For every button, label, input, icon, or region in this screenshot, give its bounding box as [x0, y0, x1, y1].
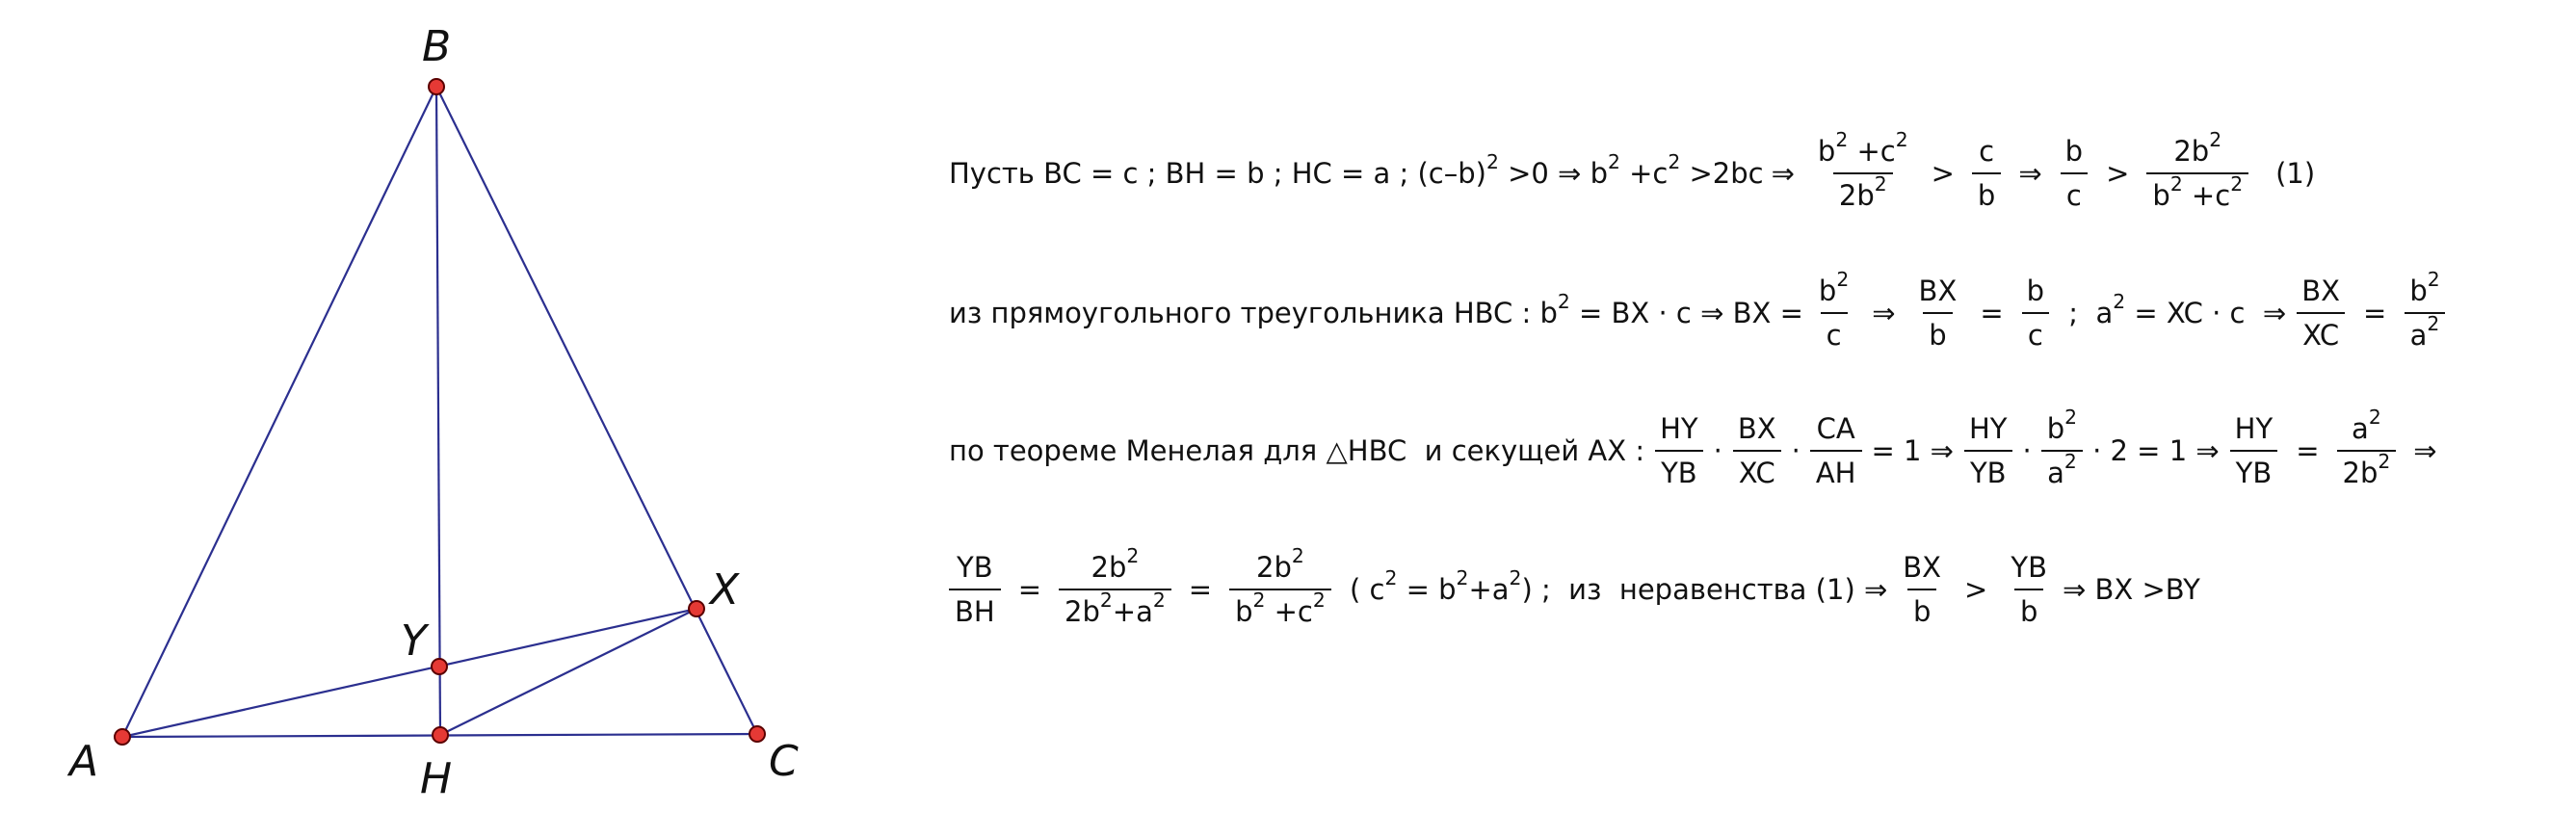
fraction [2404, 267, 2445, 352]
text: b [2152, 179, 2170, 212]
point-x [689, 601, 704, 616]
equals-sign: = [1980, 297, 2004, 329]
fraction [1963, 412, 2013, 489]
geometry-figure [0, 0, 867, 838]
denominator: b [1907, 589, 1936, 628]
exponent: 2 [1509, 565, 1522, 589]
text: >0 ⇒ b [1498, 157, 1608, 190]
fraction [2060, 135, 2089, 212]
segment-ab [122, 87, 436, 737]
fraction [1229, 543, 1331, 628]
fraction [1810, 412, 1862, 489]
text: = XC · c ⇒ [2125, 297, 2287, 329]
text: b [2409, 275, 2428, 307]
exponent: 2 [1557, 289, 1570, 313]
numerator: BX [1903, 551, 1942, 584]
exponent: 2 [1835, 127, 1849, 151]
exponent: 2 [2209, 127, 2222, 151]
text: b [1818, 275, 1837, 307]
point-c [749, 726, 765, 742]
exponent: 2 [2063, 449, 2077, 473]
label-x: X [710, 565, 740, 615]
text: +a [1112, 595, 1153, 628]
denominator: c [1821, 312, 1848, 352]
point-b [429, 79, 444, 94]
equation-line-2 [949, 267, 2456, 352]
exponent: 2 [1895, 127, 1908, 151]
point-y [432, 659, 447, 674]
equation-line-4 [949, 543, 2200, 628]
text: · 2 = 1 ⇒ [2092, 434, 2220, 467]
text: 2b [1838, 179, 1875, 212]
fraction [2146, 127, 2248, 212]
exponent: 2 [2169, 171, 2183, 196]
exponent: 2 [1668, 149, 1681, 173]
fraction [2041, 405, 2083, 489]
text: +c [1619, 157, 1669, 190]
text: +c [1848, 135, 1896, 168]
denominator: c [2061, 172, 2088, 212]
segment-bc [436, 87, 757, 734]
text: +a [1468, 573, 1510, 606]
numerator: CA [1816, 412, 1855, 445]
numerator: HY [1969, 412, 2008, 445]
exponent: 2 [1312, 588, 1326, 612]
segments [122, 87, 757, 737]
implies-symbol: ⇒ [1872, 297, 1896, 329]
solution-text [949, 0, 2567, 838]
text: 2b [2342, 457, 2379, 489]
label-c: C [769, 737, 799, 786]
text: +c [1265, 595, 1313, 628]
fraction [1654, 412, 1704, 489]
text: ; a [2060, 297, 2114, 329]
exponent: 2 [1607, 149, 1620, 173]
exponent: 2 [1485, 149, 1499, 173]
text: 2b [1091, 551, 1127, 584]
fraction [949, 551, 1001, 628]
text: 2b [1065, 595, 1100, 628]
denominator: c [2022, 312, 2049, 352]
segment-hx [440, 609, 697, 735]
fraction [2005, 551, 2053, 628]
text: ( c [1340, 573, 1385, 606]
denominator: YB [2230, 450, 2278, 489]
numerator: b [2064, 135, 2084, 168]
text: по теореме Менелая для △HBC и секущей AX : [949, 434, 1645, 467]
exponent: 2 [1384, 565, 1398, 589]
label-a: A [69, 737, 99, 786]
text: b [1235, 595, 1253, 628]
denominator: XC [2297, 312, 2345, 352]
denominator: XC [1733, 450, 1781, 489]
fraction [2229, 412, 2279, 489]
implies-symbol: ⇒ [2018, 157, 2042, 190]
exponent: 2 [2368, 405, 2381, 429]
fraction [2296, 275, 2346, 352]
implies-symbol: ⇒ [1771, 157, 1795, 190]
point-a [115, 729, 130, 745]
equation-line-3 [949, 405, 2445, 489]
fraction [1972, 135, 2001, 212]
greater-than: > [1931, 157, 1955, 190]
text: a [2409, 319, 2428, 352]
text: >2bc [1680, 157, 1764, 190]
denominator: b [1923, 312, 1952, 352]
denominator: YB [1964, 450, 2012, 489]
text: из прямоугольного треугольника HBC : b [949, 297, 1558, 329]
dot-operator: · [1791, 434, 1801, 467]
text: ) ; из неравенства (1) ⇒ [1521, 573, 1888, 606]
denominator: AH [1810, 450, 1862, 489]
text: Пусть BC = c ; BH = b ; HC = a ; (c–b) [949, 157, 1486, 190]
text: b [1817, 135, 1836, 168]
exponent: 2 [1099, 588, 1113, 612]
exponent: 2 [1252, 588, 1266, 612]
equation-tag: (1) [2275, 157, 2316, 190]
text: b [2046, 412, 2065, 445]
text: = b [1397, 573, 1457, 606]
denominator: b [1972, 172, 2001, 212]
segment-bh [436, 87, 440, 735]
equals-sign: = [2363, 297, 2387, 329]
label-y: Y [401, 616, 427, 666]
exponent: 2 [2064, 405, 2078, 429]
text: a [2047, 457, 2064, 489]
equation-line-1 [949, 127, 2323, 212]
label-h: H [420, 754, 453, 803]
exponent: 2 [1291, 543, 1304, 567]
fraction [1059, 543, 1171, 628]
fraction [1732, 412, 1782, 489]
denominator: b [2014, 589, 2043, 628]
numerator: BX [1737, 412, 1776, 445]
exponent: 2 [1152, 588, 1166, 612]
fraction [1897, 551, 1947, 628]
equals-sign: = [1017, 573, 1042, 606]
exponent: 2 [2378, 449, 2391, 473]
exponent: 2 [1126, 543, 1140, 567]
conclusion-text: ⇒ BX >BY [2062, 573, 2200, 606]
implies-symbol: ⇒ [2413, 434, 2437, 467]
exponent: 2 [2427, 311, 2440, 335]
fraction [2337, 405, 2397, 489]
numerator: BX [1918, 275, 1958, 307]
numerator: HY [1660, 412, 1698, 445]
fraction [1812, 127, 1914, 212]
text: 2b [2173, 135, 2210, 168]
point-h [433, 727, 448, 743]
exponent: 2 [1836, 267, 1850, 291]
numerator: YB [2011, 551, 2047, 584]
exponent: 2 [2427, 267, 2440, 291]
fraction [1913, 275, 1963, 352]
text: a [2352, 412, 2369, 445]
exponent: 2 [1874, 171, 1887, 196]
text: = 1 ⇒ [1871, 434, 1954, 467]
text: +c [2182, 179, 2231, 212]
denominator: BH [949, 589, 1001, 628]
numerator: HY [2234, 412, 2274, 445]
dot-operator: · [2022, 434, 2032, 467]
equals-sign: = [2296, 434, 2320, 467]
numerator: YB [957, 551, 993, 584]
exponent: 2 [2113, 289, 2126, 313]
fraction [1813, 267, 1854, 352]
greater-than: > [2106, 157, 2130, 190]
label-b: B [422, 22, 452, 71]
dot-operator: · [1713, 434, 1722, 467]
exponent: 2 [1456, 565, 1469, 589]
numerator: c [1979, 135, 1995, 168]
denominator: YB [1655, 450, 1703, 489]
text: 2b [1256, 551, 1292, 584]
numerator: b [2026, 275, 2045, 307]
equals-sign: = [1188, 573, 1213, 606]
text: = BX · c ⇒ BX = [1569, 297, 1803, 329]
numerator: BX [2301, 275, 2340, 307]
fraction [2021, 275, 2050, 352]
greater-than: > [1964, 573, 1988, 606]
exponent: 2 [2230, 171, 2244, 196]
